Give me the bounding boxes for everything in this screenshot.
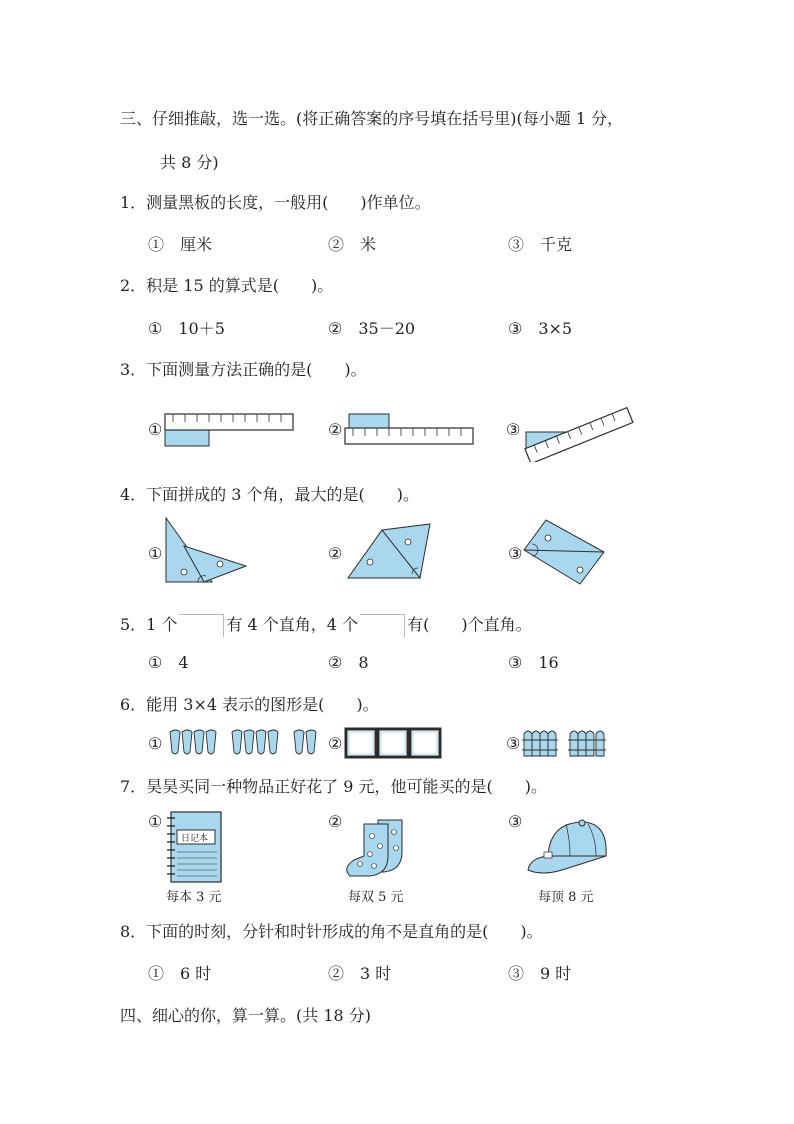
q5-option-1[interactable]: ① 4 <box>148 653 189 672</box>
q2-option-3[interactable]: ③ 3×5 <box>508 319 573 338</box>
q7-label-1[interactable]: ① <box>148 812 163 831</box>
q2-option-2[interactable]: ② 35－20 <box>328 319 416 338</box>
notebook-label: 日记本 <box>181 834 209 844</box>
question-8-stem: 8．下面的时刻，分针和时针形成的角不是直角的是( )。 <box>120 922 543 941</box>
ruler-figure-1 <box>163 410 295 450</box>
q6-label-3[interactable]: ③ <box>506 734 521 753</box>
question-6-stem: 6．能用 3×4 表示的图形是( )。 <box>120 695 379 714</box>
peppers-figure <box>166 726 326 758</box>
q4-label-3[interactable]: ③ <box>508 544 523 563</box>
squares-figure <box>344 726 444 760</box>
question-3-stem: 3．下面测量方法正确的是( )。 <box>120 360 367 379</box>
q3-label-2[interactable]: ② <box>328 420 343 439</box>
question-1-stem: 1．测量黑板的长度，一般用( )作单位。 <box>120 193 431 212</box>
square-placeholder-2 <box>360 614 405 637</box>
notebook-figure <box>165 810 223 884</box>
q7-label-3[interactable]: ③ <box>508 812 523 831</box>
question-7-stem: 7．昊昊买同一种物品正好花了 9 元，他可能买的是( )。 <box>120 777 548 796</box>
angle-figure-1 <box>164 516 250 584</box>
ruler-figure-3 <box>522 400 634 462</box>
socks-figure <box>344 818 416 878</box>
section-3-heading-cont: 共 8 分) <box>160 153 219 172</box>
q8-option-1[interactable]: ① 6 时 <box>148 964 212 983</box>
section-4-heading: 四、细心的你，算一算。(共 18 分) <box>120 1006 372 1025</box>
q4-label-1[interactable]: ① <box>148 544 163 563</box>
square-placeholder-1 <box>179 614 224 637</box>
q8-option-2[interactable]: ② 3 时 <box>328 964 392 983</box>
section-3-heading: 三、仔细推敲，选一选。(将正确答案的序号填在括号里)(每小题 1 分， <box>120 109 624 128</box>
q6-label-1[interactable]: ① <box>148 734 163 753</box>
angle-figure-3 <box>522 518 606 586</box>
q5-stem-part-b: 有 4 个直角，4 个 <box>226 615 359 634</box>
q1-option-1[interactable]: ① 厘米 <box>148 235 213 254</box>
fences-figure <box>522 726 610 760</box>
cap-price: 每顶 8 元 <box>538 890 594 905</box>
q3-label-3[interactable]: ③ <box>506 420 521 439</box>
cap-figure <box>526 818 610 878</box>
q5-stem-part-c: 有( )个直角。 <box>407 615 532 634</box>
q4-label-2[interactable]: ② <box>328 544 343 563</box>
q1-option-2[interactable]: ② 米 <box>328 235 377 254</box>
angle-figure-2 <box>346 522 432 582</box>
q1-option-3[interactable]: ③ 千克 <box>508 235 573 254</box>
socks-price: 每双 5 元 <box>348 890 404 905</box>
question-5-stem <box>120 612 532 637</box>
q5-option-2[interactable]: ② 8 <box>328 653 369 672</box>
q5-option-3[interactable]: ③ 16 <box>508 653 559 672</box>
q6-label-2[interactable]: ② <box>328 734 343 753</box>
q2-option-1[interactable]: ① 10＋5 <box>148 319 225 338</box>
notebook-price: 每本 3 元 <box>166 890 222 905</box>
ruler-figure-2 <box>343 412 475 450</box>
q5-stem-part-a: 5．1 个 <box>120 615 178 634</box>
q3-label-1[interactable]: ① <box>148 420 163 439</box>
question-4-stem: 4．下面拼成的 3 个角，最大的是( )。 <box>120 485 420 504</box>
question-2-stem: 2．积是 15 的算式是( )。 <box>120 276 334 295</box>
q7-label-2[interactable]: ② <box>328 812 343 831</box>
q8-option-3[interactable]: ③ 9 时 <box>508 964 572 983</box>
